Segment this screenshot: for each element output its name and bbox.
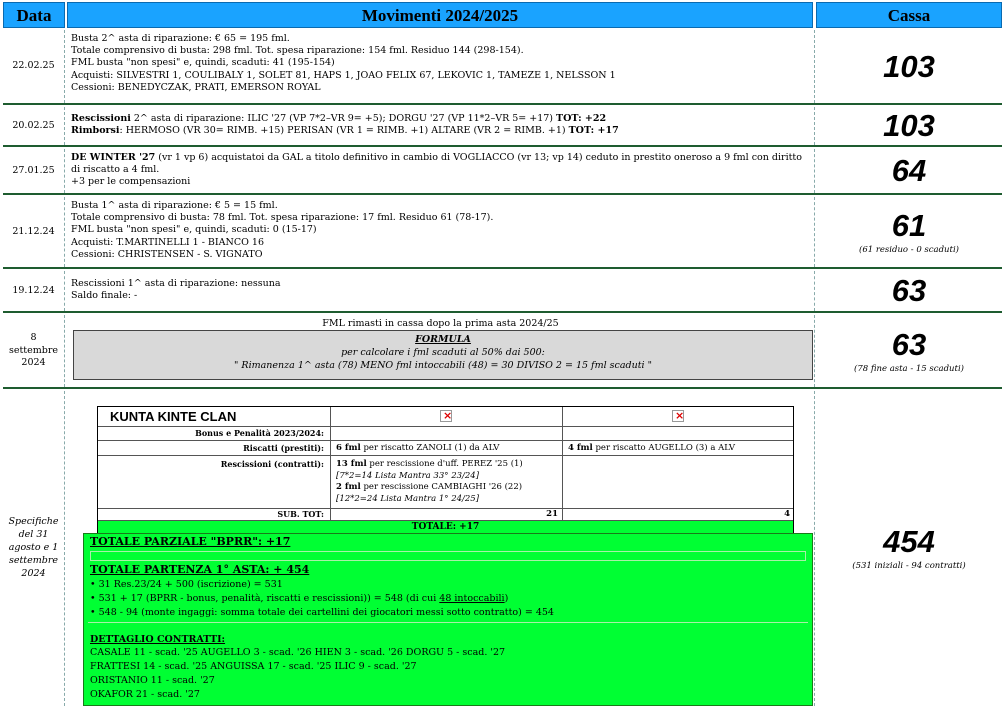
movement-row-19-12-24 xyxy=(3,271,1002,313)
desc-line: FML busta "non spesi" e, quindi, scaduti: 0 (15-17) xyxy=(71,224,317,236)
movement-row-27-01-25 xyxy=(3,149,1002,195)
summary-line: • 31 Res.23/24 + 500 (iscrizione) = 531 xyxy=(90,579,283,590)
cassa-note: (61 residuo - 0 scaduti) xyxy=(859,244,959,255)
formula-line: per calcolare i fml scaduti al 50% dai 500: xyxy=(341,347,545,358)
row-description xyxy=(67,30,815,103)
row-date: 27.01.25 xyxy=(3,149,65,193)
desc-line: Acquisti: SILVESTRI 1, COULIBALY 1, SOLET 81, HAPS 1, JOAO FELIX 67, LEKOVIC 1, TAMEZE 1, NELSSON 1 xyxy=(71,69,616,81)
desc-line: Cessioni: CHRISTENSEN - S. VIGNATO xyxy=(71,248,263,260)
riscatti-label: Riscatti (prestiti): xyxy=(243,443,324,453)
movement-row-22-02-25 xyxy=(3,30,1002,105)
totale-row: TOTALE: +17 xyxy=(98,521,793,534)
desc-line: Cessioni: BENEDYCZAK, PRATI, EMERSON ROYAL xyxy=(71,81,321,93)
cassa-value: 61 xyxy=(891,207,927,243)
desc-line: di riscatto a 4 fml. xyxy=(71,164,160,176)
totals-summary xyxy=(83,533,813,706)
movement-row-8-settembre-2024 xyxy=(3,315,1002,389)
row-date: 8 settembre 2024 xyxy=(3,315,65,387)
contract-line: ORISTANIO 11 - scad. '27 xyxy=(90,675,215,686)
row-cassa xyxy=(816,271,1002,311)
row-date: 22.02.25 xyxy=(3,30,65,103)
subtot-col1: 21 xyxy=(546,509,558,519)
desc-line: Totale comprensivo di busta: 298 fml. Tot. spesa riparazione: 154 fml. Residuo 144 (298-154). xyxy=(71,45,524,57)
contract-line: CASALE 11 - scad. '25 AUGELLO 3 - scad. '26 HIEN 3 - scad. '26 DORGU 5 - scad. '27 xyxy=(90,647,506,658)
broken-image-icon xyxy=(672,410,684,422)
row-cassa xyxy=(816,30,1002,103)
kunta-kinte-table xyxy=(97,406,794,534)
cassa-note: (78 fine asta - 15 scaduti) xyxy=(854,363,964,374)
summary-line: • 548 - 94 (monte ingaggi: somma totale dei cartellini dei giocatori messi sotto contratto) = 454 xyxy=(90,607,554,618)
header-movements: Movimenti 2024/2025 xyxy=(67,2,813,28)
desc-line: Totale comprensivo di busta: 78 fml. Tot. spesa riparazione: 17 fml. Residuo 61 (78-17). xyxy=(71,212,494,224)
cassa-value: 63 xyxy=(891,326,927,362)
rescissione-perez: 13 fml per rescissione d'uff. PEREZ '25 (1) [7*2=14 Lista Mantra 33° 23/24] 2 fml per rescissione CAMBIAGHI '26 (22) [12*2=24 Lista Mantra 1° 24/25] xyxy=(336,459,523,504)
row-cassa xyxy=(816,315,1002,387)
subtot-label: SUB. TOT: xyxy=(277,509,324,519)
team-title: KUNTA KINTE CLAN xyxy=(110,409,237,424)
desc-line: DE WINTER '27 (vr 1 vp 6) acquistatoi da GAL a titolo definitivo in cambio di VOGLIACCO (vr 13; vp 14) ceduto in prestito oneroso a 9 fml con diritto xyxy=(71,152,802,163)
desc-line: FML busta "non spesi" e, quindi, scaduti: 41 (195-154) xyxy=(71,57,335,69)
cassa-value: 454 xyxy=(883,524,935,559)
row-date: Specifiche del 31 agosto e 1 settembre 2024 xyxy=(3,391,65,706)
row-cassa xyxy=(816,197,1002,267)
desc-line: Rimborsi: HERMOSO (VR 30= RIMB. +15) PERISAN (VR 1 = RIMB. +1) ALTARE (VR 2 = RIMB. +1) TOT: +17 xyxy=(71,125,619,137)
contract-line: FRATTESI 14 - scad. '25 ANGUISSA 17 - scad. '25 ILIC 9 - scad. '27 xyxy=(90,661,417,672)
row-description xyxy=(67,197,815,267)
desc-line: Saldo finale: - xyxy=(71,290,138,302)
row-cassa xyxy=(816,149,1002,193)
summary-line: • 531 + 17 (BPRR - bonus, penalità, riscatti e rescissioni)) = 548 (di cui 48 intoccabili) xyxy=(90,593,509,604)
formula-box xyxy=(73,330,813,380)
formula-title: FORMULA xyxy=(415,334,471,345)
totale-partenza: TOTALE PARTENZA 1° ASTA: + 454 xyxy=(90,563,310,576)
row-date: 21.12.24 xyxy=(3,197,65,267)
contract-line: OKAFOR 21 - scad. '27 xyxy=(90,689,200,700)
cassa-value: 103 xyxy=(883,108,935,143)
row-description xyxy=(67,149,815,193)
header-cassa: Cassa xyxy=(816,2,1002,28)
desc-line: Rescissioni 2^ asta di riparazione: ILIC '27 (VP 7*2–VR 9= +5); DORGU '27 (VP 11*2–VR 5= +17) TOT: +22 xyxy=(71,113,607,124)
header-date: Data xyxy=(3,2,65,28)
movement-row-21-12-24 xyxy=(3,197,1002,269)
broken-image-icon xyxy=(440,410,452,422)
bonus-label: Bonus e Penalità 2023/2024: xyxy=(195,428,324,438)
formula-caption: FML rimasti in cassa dopo la prima asta 2024/25 xyxy=(322,318,559,329)
desc-line: +3 per le compensazioni xyxy=(71,176,191,188)
totale-parziale: TOTALE PARZIALE "BPRR": +17 xyxy=(90,535,291,548)
cassa-note: (531 iniziali - 94 contratti) xyxy=(852,561,966,571)
row-date: 20.02.25 xyxy=(3,107,65,145)
desc-line: Busta 1^ asta di riparazione: € 5 = 15 fml. xyxy=(71,200,278,211)
formula-line: " Rimanenza 1^ asta (78) MENO fml intoccabili (48) = 30 DIVISO 2 = 15 fml scaduti " xyxy=(234,360,652,371)
row-date: 19.12.24 xyxy=(3,271,65,311)
desc-line: Rescissioni 1^ asta di riparazione: nessuna xyxy=(71,278,281,289)
riscatto-augello: 4 fml per riscatto AUGELLO (3) a ALV xyxy=(568,443,736,453)
desc-line: Busta 2^ asta di riparazione: € 65 = 195 fml. xyxy=(71,33,290,44)
cassa-value: 103 xyxy=(883,48,935,84)
cassa-value: 63 xyxy=(891,273,927,308)
cassa-value: 64 xyxy=(891,153,927,188)
row-description xyxy=(67,271,815,311)
movement-row-specifiche xyxy=(3,391,1002,706)
rescissioni-label: Rescissioni (contratti): xyxy=(220,459,324,469)
desc-line: Acquisti: T.MARTINELLI 1 - BIANCO 16 xyxy=(71,236,264,248)
movement-row-20-02-25 xyxy=(3,107,1002,147)
row-cassa xyxy=(816,107,1002,145)
row-cassa xyxy=(816,391,1002,706)
riscatto-zanoli: 6 fml per riscatto ZANOLI (1) da ALV xyxy=(336,443,500,453)
row-description xyxy=(67,107,815,145)
subtot-col2: 4 xyxy=(784,509,790,519)
dettaglio-title: DETTAGLIO CONTRATTI: xyxy=(90,634,226,645)
